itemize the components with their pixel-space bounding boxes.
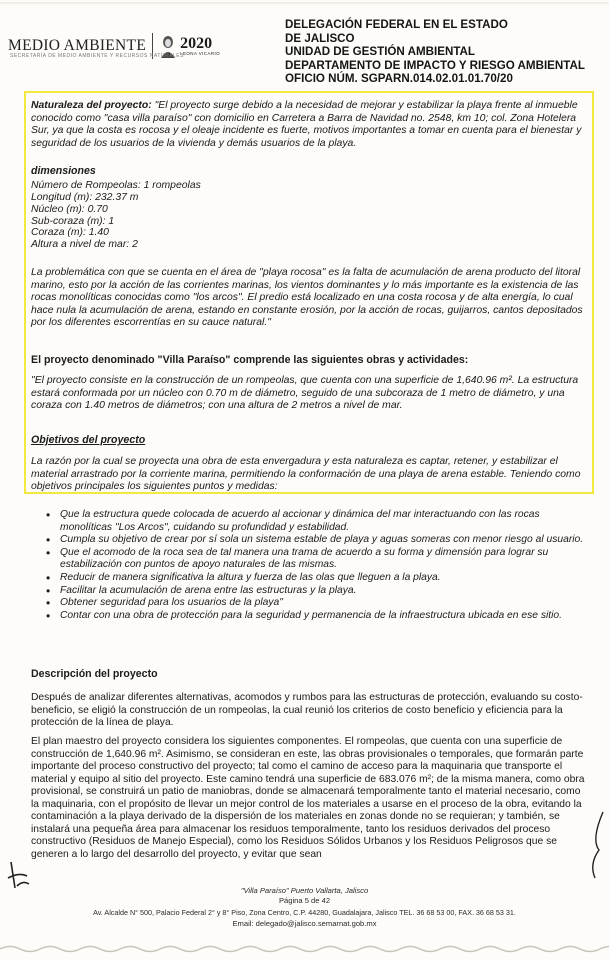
footer-address: Av. Alcalde N° 500, Palacio Federal 2° y 8° Piso, Zona Centro, C.P. 44280, Guadalajara, Jalisco TEL. 36 68 53 00, FAX. 36 68 53 31. [93, 908, 516, 917]
dimension-item: Coraza (m): 1.40 [31, 227, 109, 239]
dimension-item: Número de Rompeolas: 1 rompeolas [31, 180, 201, 191]
dimension-item: Núcleo (m): 0.70 [31, 203, 108, 215]
project-paragraph: "El proyecto consiste en la construcción de un rompeolas, que cuenta con una superficie de 1,640.96 m². La estructura estará conformada por un núcleo con 0.70 m de diámetro, seguido de una subcoraza de 1 metro de diámetro, y una coraza con 1.40 metros de diámetros; con una altura de 2 metros a nivel de mar. [31, 375, 579, 412]
list-item: • Que la estructura quede colocada de acuerdo al accionar y dinámica del mar interactuando con las rocas monolíticas "Los Arcos", cuidando su profundidad y estabilidad. [46, 509, 586, 534]
list-item: • Obtener seguridad para los usuarios de la playa" [46, 597, 586, 610]
nature-text: "El proyecto surge debido a la necesidad de mejorar y estabilizar la playa frente al inmueble conocido como "casa villa paraíso" con domicilio en Carretera a Barra de Navidad no. 2548, km 10; col. Zona Hotelera Sur, ya que la costa es rocosa y el oleaje incidente es fuerte, motivos importantes a tomar en cuenta para el bienestar y seguridad de los usuarios de la vivienda y demás usuarios de la playa. [31, 100, 582, 149]
objectives-list [46, 509, 586, 622]
logo-year-subtitle: LEONA VICARIO [180, 51, 221, 56]
footer-page-number: Página 5 de 42 [278, 896, 331, 905]
dimension-item: Altura a nivel de mar: 2 [31, 239, 138, 251]
dimension-item: Sub-coraza (m): 1 [31, 215, 115, 227]
office-number: OFICIO NÚM. SGPARN.014.02.01.01.70/20 [285, 72, 513, 86]
office-line: DELEGACIÓN FEDERAL EN EL ESTADO [285, 18, 508, 31]
initials-mark-icon [5, 858, 35, 894]
footer-project-line: "Villa Paraíso" Puerto Vallarta, Jalisco [240, 886, 369, 895]
dimensions-title: dimensiones [31, 165, 96, 177]
decorative-border [0, 944, 609, 954]
footer-email: Email: delegado@jalisco.semarnat.gob.mx [232, 919, 377, 928]
list-item: • Facilitar la acumulación de arena entre las estructuras y la playa. [46, 585, 586, 598]
objectives-heading: Objetivos del proyecto [31, 434, 146, 446]
signature-stroke-icon [585, 810, 607, 880]
dimension-item: Longitud (m): 232.37 m [31, 191, 139, 203]
office-line: UNIDAD DE GESTIÓN AMBIENTAL [285, 45, 476, 59]
nature-label: Naturaleza del proyecto: [31, 100, 152, 111]
logo-title: MEDIO AMBIENTE [8, 37, 147, 54]
description-paragraph-1: Después de analizar diferentes alternativas, acomodos y rumbos para las estructuras de protección, evaluando su costo-beneficio, se eligió la construcción de un rompeolas, la cual reunió los criterios de costo beneficio y eficiencia para la protección de la línea de playa. [31, 692, 583, 728]
description-paragraph-2: El plan maestro del proyecto considera los siguientes componentes. El rompeolas, que cuenta con una superficie de construcción de 1,640.96 m². Asimismo, se consideran en este, las obras provisionales o temporales, que formarán parte importante del proceso constructivo del proyecto; tal como el camino de acceso para la maquinaria que transporte el material y equipo al sitio del proyecto. Este camino tendrá una superficie de 683.076 m²; de la misma manera, como obra provisional, se construirá un patio de maniobras, donde se almacenará temporalmente tanto el material necesario, como la maquinaria, con el propósito de llevar un mejor control de los materiales a usarse en el proceso de la obra, evitando la contaminación a la playa derivado de la dispersión de los materiales en zonas donde no se requieran; y también, se instalará una pequeña área para almacenar los residuos temporalmente, tanto los residuos derivados del proceso constructivo (Residuos de Manejo Especial), como los Residuos Sólidos Urbanos y los Residuos Peligrosos que se generen a lo largo del desarrollo del proyecto, y evitar que sean [31, 736, 585, 860]
objectives-intro: La razón por la cual se proyecta una obra de esta envergadura y esta naturaleza es captar, retener, y estabilizar el material arrastrado por la corriente marina, permitiendo la conformación de una playa de arena estable. Teniendo como objetivos principales los siguientes puntos y medidas: [31, 456, 581, 493]
description-heading: Descripción del proyecto [31, 668, 158, 680]
office-line: DEPARTAMENTO DE IMPACTO Y RIESGO AMBIENTAL [285, 58, 585, 72]
logo-subtitle: SECRETARÍA DE MEDIO AMBIENTE Y RECURSOS NATURALES [10, 53, 184, 59]
problem-paragraph: La problemática con que se cuenta en el área de "playa rocosa" es la falta de acumulación de arena producto del litoral marino, esto por la acción de las corrientes marinas, los vientos dominantes y lo más importante es la existencia de las rocas monolíticas conocidas como "los arcos". El predio está localizado en una costa rocosa y de alta energía, lo cual hace nula la acumulación de arena, estando en constante erosión, por la acción de rocas, guijarros, cantos depositados por los diferentes escorrentías en su cauce natural." [31, 267, 583, 329]
logo-year: 2020 [180, 35, 213, 52]
agency-logo [8, 33, 220, 59]
dimensions-list [31, 180, 201, 251]
list-item: • Reducir de manera significativa la altura y fuerza de las olas que lleguen a la playa. [46, 572, 586, 585]
list-item: • Cumpla su objetivo de crear por sí sola un sistema estable de playa y aguas someras con menor riesgo al usuario. [46, 534, 586, 547]
office-header [285, 18, 605, 86]
list-item: • Que el acomodo de la roca sea de tal manera una trama de acuerdo a su forma y dimensión para lograr su estabilización con puntos de apoyo naturales de las mismas. [46, 547, 586, 572]
fold-line [0, 2, 609, 5]
office-line: DE JALISCO [285, 31, 355, 45]
nature-paragraph [31, 100, 587, 150]
list-item: • Contar con una obra de protección para la seguridad y permanencia de la infraestructura ubicada en ese sitio. [46, 610, 586, 623]
project-heading: El proyecto denominado "Villa Paraíso" comprende las siguientes obras y actividades: [31, 354, 469, 366]
